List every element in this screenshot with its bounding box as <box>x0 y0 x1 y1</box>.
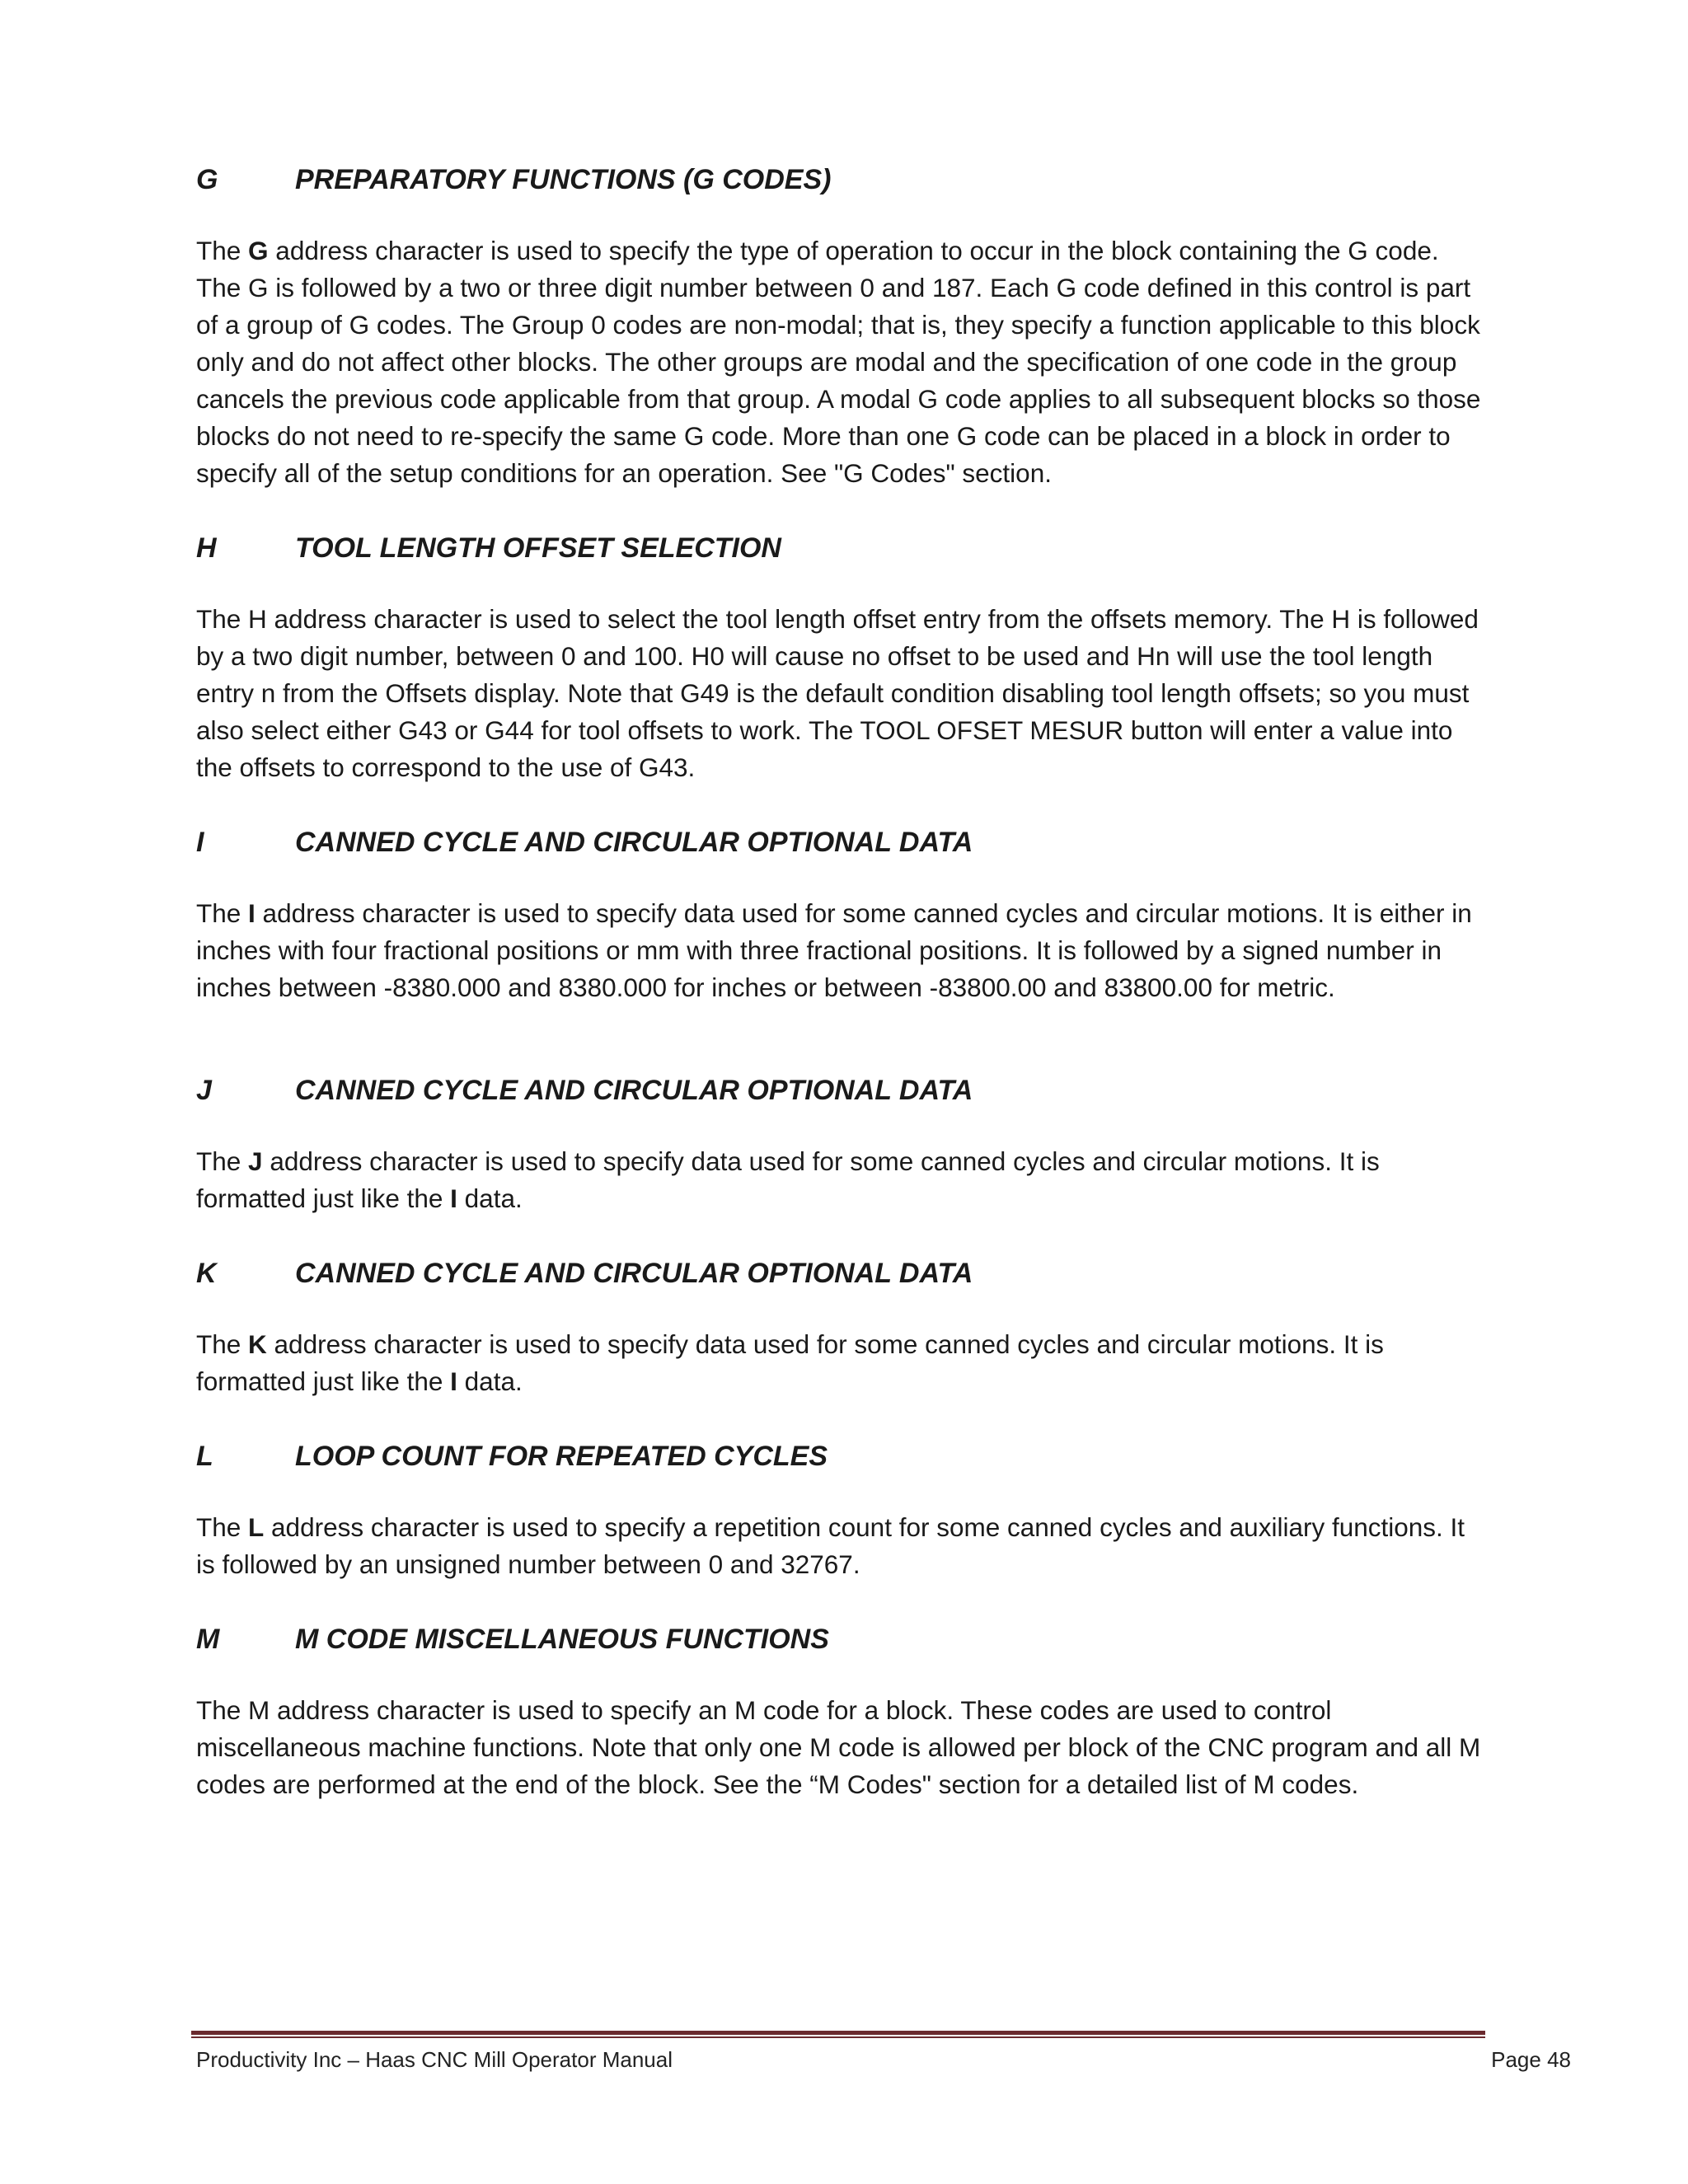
footer-divider-thin <box>191 2036 1485 2038</box>
section-heading <box>196 530 1490 566</box>
paragraph-text: address character is used to specify the type of operation to occur in the block containing the G code. The G is followed by a two or three digit number between 0 and 187. Each G code defined in this control is part of a group of G codes. The Group 0 codes are non-modal; that is, they specify a function applicable to this block only and do not affect other blocks. The other groups are modal and the specification of one code in the group cancels the previous code applicable from that group. A modal G code applies to all subsequent blocks so those blocks do not need to re-specify the same G code. More than one G code can be placed in a block in order to specify all of the setup conditions for an operation. See "G Codes" section. <box>196 236 1481 488</box>
section-letter: L <box>196 1441 213 1472</box>
section-paragraph <box>196 1143 1490 1217</box>
footer-manual-title: Productivity Inc – Haas CNC Mill Operator Manual <box>196 2047 673 2072</box>
section-paragraph <box>196 895 1490 1006</box>
section-letter: I <box>196 827 204 858</box>
section-paragraph: The H address character is used to select the tool length offset entry from the offsets memory. The H is followed by a two digit number, between 0 and 100. H0 will cause no offset to be used and Hn will use the tool length entry n from the Offsets display. Note that G49 is the default condition disabling tool length offsets; so you must also select either G43 or G44 for tool offsets to work. The TOOL OFSET MESUR button will enter a value into the offsets to correspond to the use of G43. <box>196 604 1479 782</box>
section-j <box>196 1072 1490 1217</box>
footer-page-number: Page 48 <box>1491 2047 1571 2072</box>
section-heading <box>196 1255 1490 1291</box>
section-paragraph <box>196 1509 1490 1583</box>
section-title: CANNED CYCLE AND CIRCULAR OPTIONAL DATA <box>295 1258 973 1289</box>
paragraph-text: The <box>196 1146 249 1176</box>
section-title: M CODE MISCELLANEOUS FUNCTIONS <box>295 1624 829 1655</box>
paragraph-text: data. <box>457 1183 523 1213</box>
section-i <box>196 824 1490 1006</box>
footer-divider-thick <box>191 2031 1485 2035</box>
section-title: CANNED CYCLE AND CIRCULAR OPTIONAL DATA <box>295 1075 973 1106</box>
paragraph-bold: I <box>450 1366 457 1396</box>
paragraph-bold: L <box>248 1512 265 1542</box>
section-title: CANNED CYCLE AND CIRCULAR OPTIONAL DATA <box>295 827 973 858</box>
paragraph-text: The <box>196 1512 249 1542</box>
section-h <box>196 530 1490 786</box>
paragraph-bold: I <box>450 1183 457 1213</box>
section-heading <box>196 1072 1490 1108</box>
paragraph-bold: G <box>248 236 269 265</box>
section-g <box>196 162 1490 492</box>
page-content <box>196 162 1490 1841</box>
paragraph-text: address character is used to specify data used for some canned cycles and circular motions. It is formatted just like the <box>196 1329 1384 1396</box>
paragraph-text: address character is used to specify data used for some canned cycles and circular motions. It is either in inches with four fractional positions or mm with three fractional positions. It is followed by a signed number in inches between -8380.000 and 8380.000 for inches or between -83800.00 and 83800.00 for metric. <box>196 898 1472 1002</box>
paragraph-text: address character is used to specify a repetition count for some canned cycles and auxiliary functions. It is followed by an unsigned number between 0 and 32767. <box>196 1512 1465 1579</box>
section-letter: J <box>196 1075 212 1106</box>
section-title: LOOP COUNT FOR REPEATED CYCLES <box>295 1441 828 1472</box>
paragraph-text: The <box>196 898 249 928</box>
section-letter: H <box>196 532 217 564</box>
section-letter: G <box>196 164 218 195</box>
section-paragraph <box>196 1326 1490 1400</box>
section-paragraph <box>196 232 1490 492</box>
footer-divider <box>191 2031 1485 2039</box>
section-letter: K <box>196 1258 217 1289</box>
section-title: TOOL LENGTH OFFSET SELECTION <box>295 532 781 564</box>
section-m <box>196 1621 1490 1803</box>
paragraph-text: The <box>196 1329 249 1359</box>
section-k <box>196 1255 1490 1400</box>
paragraph-text: data. <box>457 1366 523 1396</box>
paragraph-text: The <box>196 236 249 265</box>
section-letter: M <box>196 1624 220 1655</box>
paragraph-bold: J <box>248 1146 263 1176</box>
paragraph-bold: K <box>248 1329 267 1359</box>
section-l <box>196 1438 1490 1583</box>
section-paragraph: The M address character is used to specify an M code for a block. These codes are used to control miscellaneous machine functions. Note that only one M code is allowed per block of the CNC program and all M codes are performed at the end of the block. See the “M Codes" section for a detailed list of M codes. <box>196 1695 1481 1799</box>
paragraph-text: address character is used to specify data used for some canned cycles and circular motions. It is formatted just like the <box>196 1146 1380 1213</box>
paragraph-bold: I <box>248 898 256 928</box>
section-title: PREPARATORY FUNCTIONS (G CODES) <box>295 164 832 195</box>
section-heading <box>196 824 1490 860</box>
section-heading <box>196 1621 1490 1657</box>
section-heading <box>196 1438 1490 1474</box>
section-heading <box>196 162 1490 198</box>
